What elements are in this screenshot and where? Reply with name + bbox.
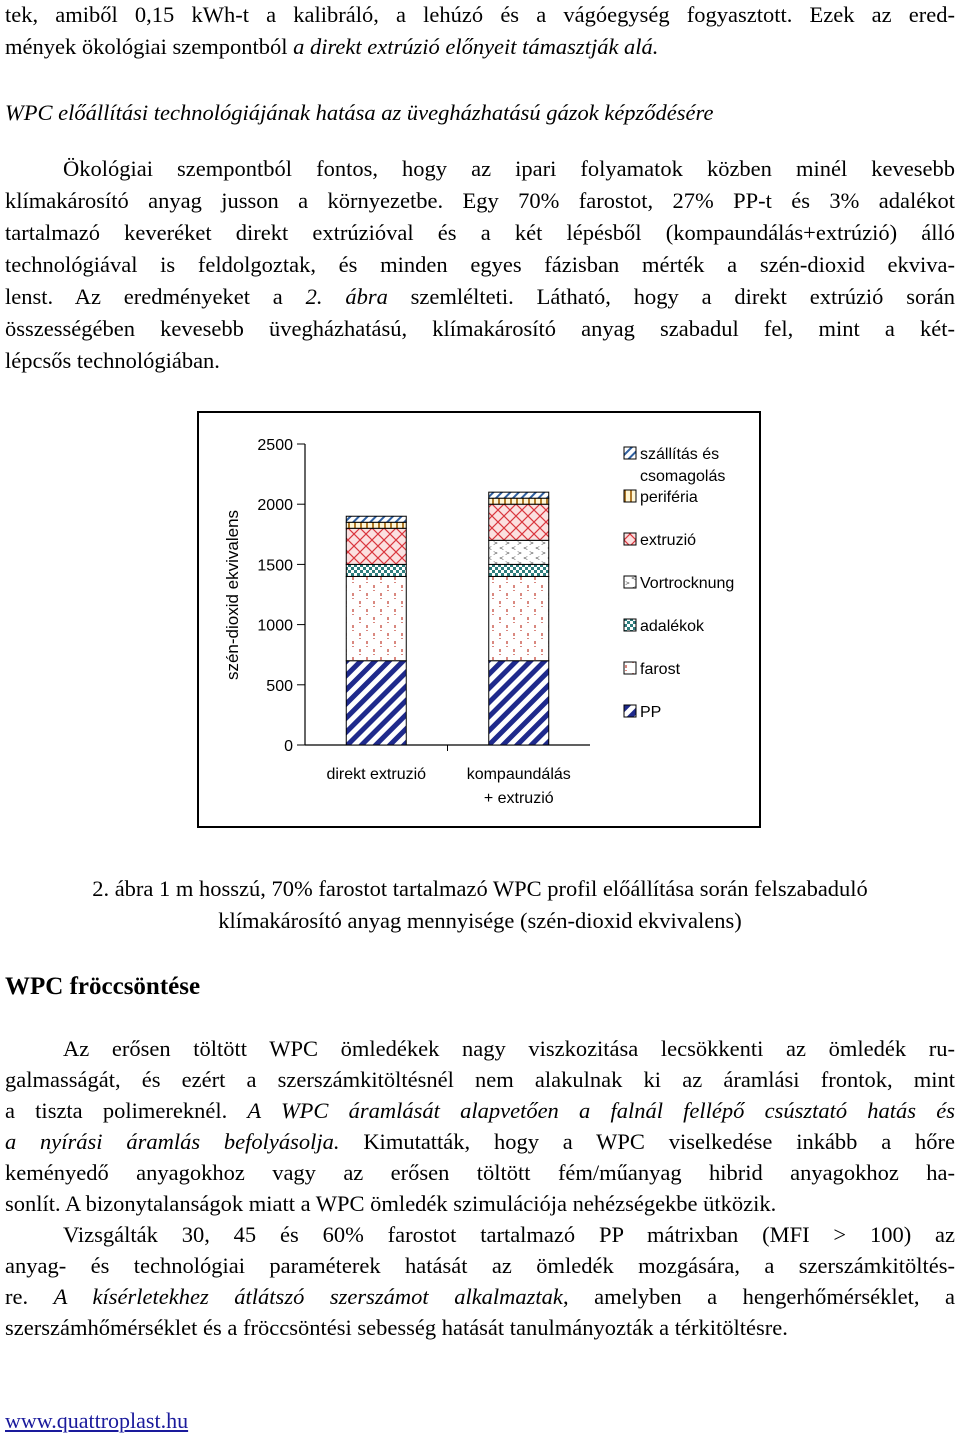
para2-text: Kimutatták, hogy a WPC viselkedése inkább a hőre xyxy=(339,1129,955,1154)
para2-italic: a nyírási áramlás befolyásolja. xyxy=(5,1129,340,1154)
para2-line: sonlít. A bizonytalanságok miatt a WPC ömledék szimulációja nehézségekbe ütközik. xyxy=(5,1191,777,1216)
footer-link[interactable]: www.quattroplast.hu xyxy=(5,1408,189,1433)
legend-label: periféria xyxy=(640,489,698,506)
y-tick-label: 2500 xyxy=(257,437,293,454)
x-tick-label: + extruzió xyxy=(483,790,554,807)
para3-text: re. xyxy=(5,1284,54,1309)
para1-text: szemlélteti. Látható, hogy a direkt extrúzió során xyxy=(387,284,955,309)
para3-line xyxy=(5,1282,955,1312)
para1-line: összességében kevesebb üvegházhatású, klímakárosító anyag szabadul fel, mint a két- xyxy=(5,316,955,341)
para1-text: lenst. Az eredményeket a xyxy=(5,284,306,309)
para2-line xyxy=(5,1096,955,1126)
para3-text: , amelyben a hengerhőmérséklet, a xyxy=(562,1284,956,1309)
legend-label: csomagolás xyxy=(640,468,726,485)
para2-italic: A WPC áramlását alapvetően a falnál fellépő csúsztató hatás és xyxy=(247,1098,955,1123)
legend-label: farost xyxy=(640,661,681,678)
x-tick-label: kompaundálás xyxy=(466,766,571,783)
figure-caption-line-2: klímakárosító anyag mennyisége (szén-dioxid ekvivalens) xyxy=(218,908,742,933)
legend-label: szállítás és xyxy=(640,446,720,463)
legend-label: Vortrocknung xyxy=(640,575,735,592)
intro-line-2 xyxy=(5,32,955,62)
section-heading: WPC fröccsöntése xyxy=(5,973,201,1000)
x-tick-label: direkt extruzió xyxy=(326,766,427,783)
para1-line: technológiával is feldolgoztak, és minden egyes fázisban mérték a szén-dioxid ekviva- xyxy=(5,252,955,277)
para1-line: tartalmazó keveréket direkt extrúzióval és a két lépésből (kompaundálás+extrúzió) álló xyxy=(5,220,955,245)
intro-text: mények ökológiai szempontból xyxy=(5,34,294,59)
chart-frame xyxy=(197,411,761,828)
para3-italic: A kísérletekhez átlátszó szerszámot alkalmaztak xyxy=(53,1284,563,1309)
figure-ref: 2. ábra xyxy=(305,284,388,309)
y-tick-label: 500 xyxy=(266,677,293,695)
y-tick-label: 1000 xyxy=(257,617,293,635)
intro-italic: a direkt extrúzió előnyeit támasztják alá. xyxy=(293,34,659,59)
y-tick-label: 1500 xyxy=(257,557,293,575)
figure-caption-line-1: 2. ábra 1 m hosszú, 70% farostot tartalmazó WPC profil előállítása során felszabaduló xyxy=(92,876,868,901)
para2-line xyxy=(5,1127,955,1157)
legend-label: adalékok xyxy=(640,618,705,635)
y-tick-label: 0 xyxy=(284,738,293,755)
para2-line: galmasságát, és ezért a szerszámkitöltésnél nem alakulnak ki az áramlási frontok, mint xyxy=(5,1067,955,1092)
para2-text: a tiszta polimereknél. xyxy=(5,1098,248,1123)
y-axis-label: szén-dioxid ekvivalens xyxy=(223,509,242,681)
para3-line: anyag- és technológiai paraméterek hatását az ömledék mozgására, a szerszámkitöltés- xyxy=(5,1253,955,1278)
legend-label: PP xyxy=(640,704,662,721)
para2-line: keményedő anyagokhoz vagy az erősen töltött fém/műanyag hibrid anyagokhoz ha- xyxy=(5,1160,955,1185)
para1-line xyxy=(5,282,955,312)
para1-line: klímakárosító anyag jusson a környezetbe. Egy 70% farostot, 27% PP-t és 3% adalékot xyxy=(5,188,955,213)
para3-line: Vizsgálták 30, 45 és 60% farostot tartalmazó PP mátrixban (MFI > 100) az xyxy=(63,1222,955,1247)
section-subtitle: WPC előállítási technológiájának hatása az üvegházhatású gázok képződésére xyxy=(5,100,714,125)
intro-line-1: tek, amiből 0,15 kWh-t a kalibráló, a lehúzó és a vágóegység fogyasztott. Ezek az ered- xyxy=(5,2,955,27)
legend-label: extruzió xyxy=(640,532,697,549)
para2-line: Az erősen töltött WPC ömledékek nagy viszkozitása lecsökkenti az ömledék ru- xyxy=(63,1036,955,1061)
y-tick-label: 2000 xyxy=(257,497,293,515)
para3-line: szerszámhőmérséklet és a fröccsöntési sebesség hatását tanulmányozták a térkitöltésre. xyxy=(5,1315,788,1340)
para1-line: Ökológiai szempontból fontos, hogy az ipari folyamatok közben minél kevesebb xyxy=(63,156,955,181)
para1-line: lépcsős technológiában. xyxy=(5,348,220,373)
